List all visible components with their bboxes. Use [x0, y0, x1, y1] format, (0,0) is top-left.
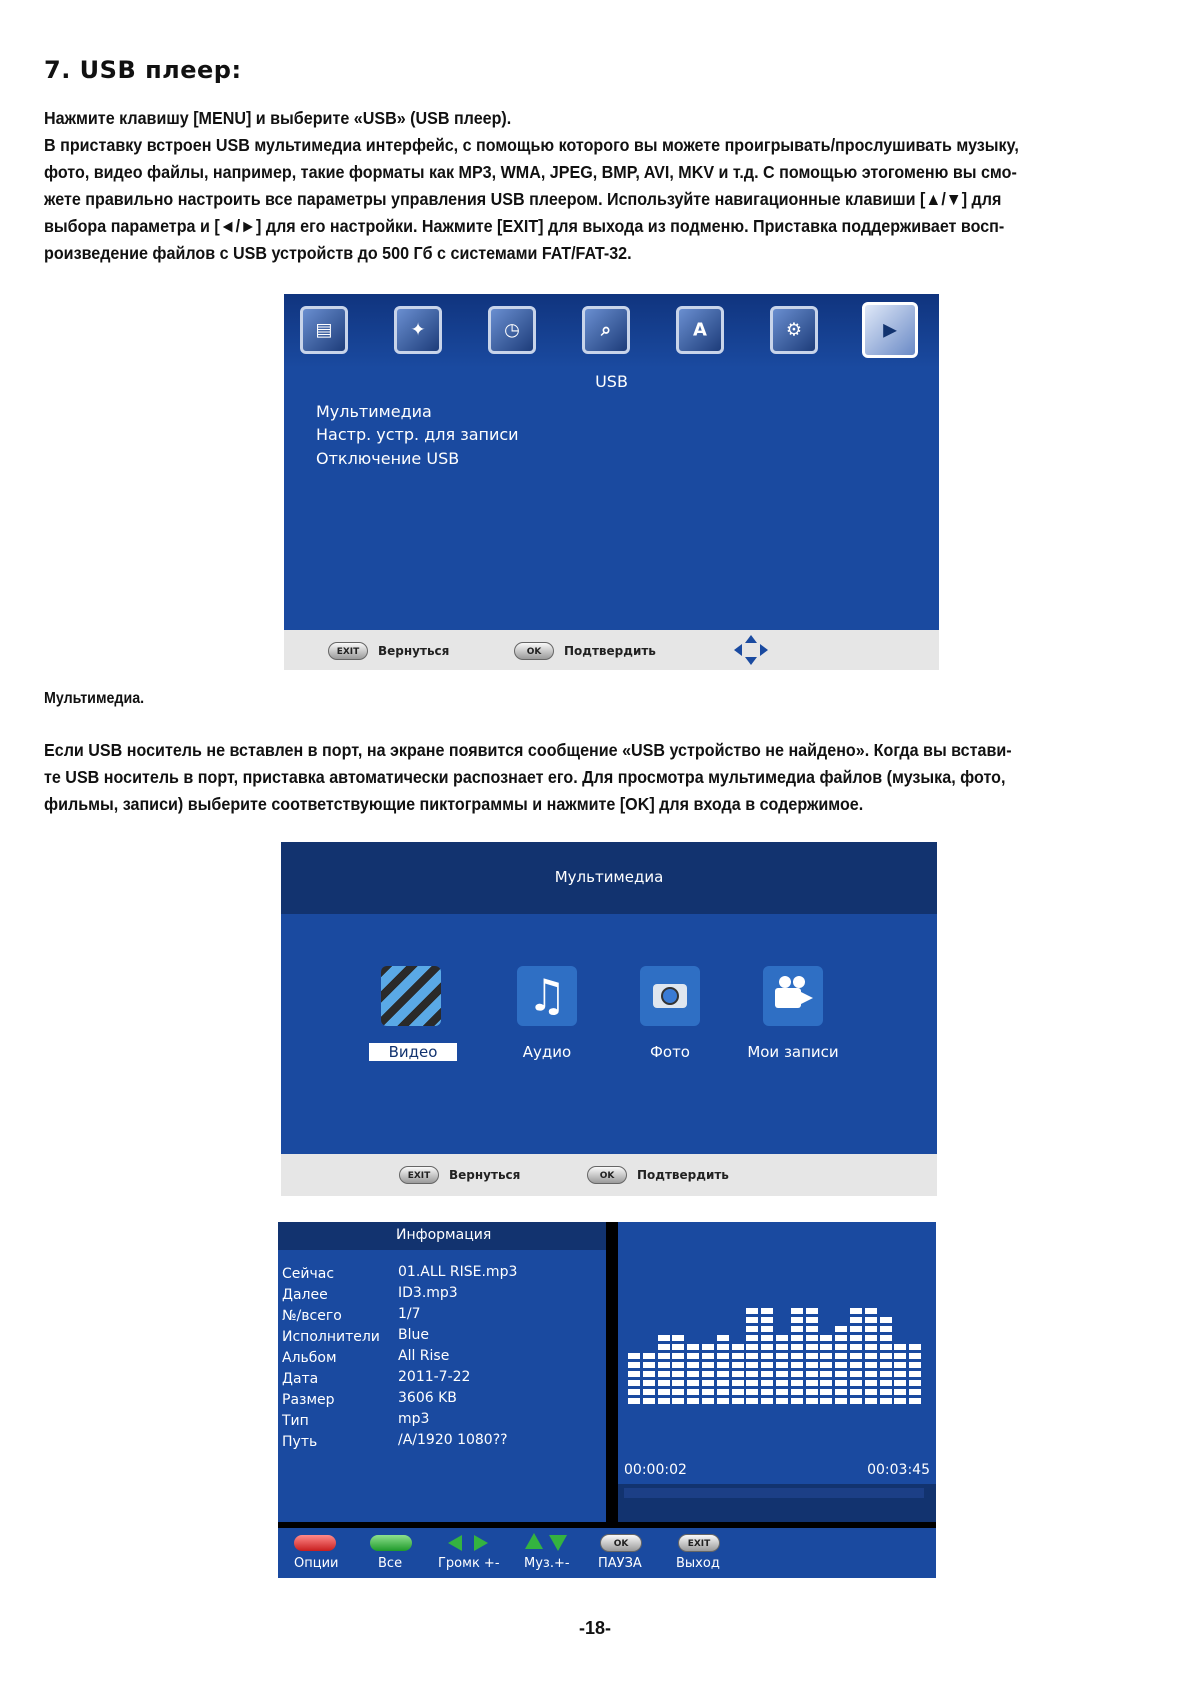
exit-label: Выход: [676, 1556, 720, 1571]
video-film-icon: [381, 966, 441, 1026]
equalizer-segment: [909, 1398, 921, 1404]
equalizer-segment: [761, 1398, 773, 1404]
equalizer-segment: [806, 1317, 818, 1323]
equalizer-segment: [717, 1335, 729, 1341]
equalizer-segment: [835, 1389, 847, 1395]
equalizer-segment: [880, 1389, 892, 1395]
equalizer-segment: [628, 1362, 640, 1368]
equalizer-segment: [791, 1308, 803, 1314]
equalizer-segment: [865, 1380, 877, 1386]
equalizer-segment: [717, 1362, 729, 1368]
equalizer-segment: [776, 1398, 788, 1404]
music-label: Муз.+-: [524, 1556, 570, 1571]
up-down-arrows-icon: [524, 1532, 568, 1552]
item-my-records: Мои записи: [747, 1043, 839, 1061]
left-right-arrows-icon: [446, 1534, 490, 1552]
equalizer-segment: [687, 1344, 699, 1350]
info-value: /A/1920 1080??: [398, 1432, 508, 1448]
equalizer-segment: [865, 1371, 877, 1377]
equalizer-segment: [820, 1398, 832, 1404]
exit-label: Вернуться: [378, 644, 450, 658]
equalizer-segment: [672, 1398, 684, 1404]
equalizer-segment: [909, 1389, 921, 1395]
equalizer-segment: [894, 1380, 906, 1386]
language-icon: A: [676, 306, 724, 354]
equalizer-segment: [732, 1389, 744, 1395]
equalizer-segment: [791, 1380, 803, 1386]
equalizer-segment: [717, 1380, 729, 1386]
equalizer-segment: [835, 1380, 847, 1386]
equalizer-segment: [909, 1371, 921, 1377]
equalizer-segment: [702, 1371, 714, 1377]
equalizer-segment: [835, 1362, 847, 1368]
usb-menu-screenshot: [284, 294, 939, 670]
equalizer-segment: [717, 1371, 729, 1377]
equalizer-segment: [717, 1344, 729, 1350]
equalizer-segment: [880, 1371, 892, 1377]
equalizer-segment: [806, 1308, 818, 1314]
equalizer-segment: [643, 1362, 655, 1368]
equalizer-segment: [761, 1344, 773, 1350]
equalizer-segment: [865, 1398, 877, 1404]
multimedia-line: Если USB носитель не вставлен в порт, на экране появится сообщение «USB устройство не найдено». Когда вы встави-: [44, 740, 1012, 760]
menu-item-record-setup: Настр. устр. для записи: [316, 425, 519, 444]
equalizer-segment: [687, 1353, 699, 1359]
equalizer-segment: [643, 1389, 655, 1395]
equalizer-segment: [850, 1308, 862, 1314]
intro-line: Нажмите клавишу [MENU] и выберите «USB» (USB плеер).: [44, 108, 512, 128]
exit-label: Вернуться: [449, 1168, 521, 1182]
equalizer-segment: [746, 1317, 758, 1323]
equalizer-segment: [658, 1353, 670, 1359]
equalizer-segment: [628, 1398, 640, 1404]
equalizer-segment: [717, 1389, 729, 1395]
equalizer-segment: [746, 1398, 758, 1404]
all-label: Все: [378, 1556, 403, 1571]
intro-line: фото, видео файлы, например, такие форматы как MP3, WMA, JPEG, BMP, AVI, MKV и т.д. С помощью этогоменю вы смо-: [44, 162, 1017, 182]
multimedia-footer: [281, 1154, 937, 1196]
info-label: Сейчас: [282, 1266, 335, 1282]
equalizer-segment: [672, 1380, 684, 1386]
equalizer-segment: [894, 1398, 906, 1404]
monitor-icon: ▤: [300, 306, 348, 354]
equalizer-segment: [732, 1371, 744, 1377]
info-header: [278, 1222, 606, 1250]
equalizer-segment: [791, 1317, 803, 1323]
equalizer-segment: [628, 1353, 640, 1359]
intro-line: В приставку встроен USB мультимедиа интерфейс, с помощью которого вы можете проигрывать/прослушивать музыку,: [44, 135, 1019, 155]
equalizer-segment: [880, 1398, 892, 1404]
equalizer-segment: [702, 1353, 714, 1359]
equalizer-segment: [865, 1344, 877, 1350]
ok-button: OK: [514, 642, 554, 660]
equalizer-segment: [776, 1344, 788, 1350]
equalizer-segment: [909, 1344, 921, 1350]
equalizer-segment: [761, 1389, 773, 1395]
equalizer-segment: [746, 1380, 758, 1386]
pause-label: ПАУЗА: [598, 1556, 642, 1571]
ok-button: OK: [600, 1534, 642, 1552]
equalizer-segment: [732, 1380, 744, 1386]
equalizer-segment: [806, 1362, 818, 1368]
equalizer-segment: [672, 1353, 684, 1359]
equalizer-segment: [672, 1371, 684, 1377]
menu-item-multimedia: Мультимедиа: [316, 402, 432, 421]
equalizer-segment: [746, 1353, 758, 1359]
equalizer-segment: [791, 1362, 803, 1368]
equalizer-segment: [702, 1344, 714, 1350]
equalizer-segment: [880, 1317, 892, 1323]
equalizer-segment: [687, 1362, 699, 1368]
equalizer-segment: [658, 1398, 670, 1404]
equalizer-segment: [909, 1362, 921, 1368]
info-label: Далее: [282, 1287, 328, 1303]
equalizer-segment: [672, 1389, 684, 1395]
equalizer-segment: [850, 1335, 862, 1341]
item-video-selected: Видео: [369, 1043, 457, 1061]
equalizer-segment: [894, 1389, 906, 1395]
equalizer-segment: [717, 1398, 729, 1404]
music-note-icon: ♫: [517, 966, 577, 1026]
info-label: Дата: [282, 1371, 319, 1387]
player-control-bar: [278, 1528, 936, 1578]
equalizer-segment: [865, 1317, 877, 1323]
equalizer-segment: [746, 1389, 758, 1395]
progress-track: [624, 1488, 924, 1498]
info-value: ID3.mp3: [398, 1285, 458, 1301]
equalizer-segment: [791, 1353, 803, 1359]
multimedia-title: Мультимедиа: [554, 868, 664, 886]
equalizer-segment: [791, 1335, 803, 1341]
info-label: №/всего: [282, 1308, 342, 1324]
equalizer-segment: [761, 1326, 773, 1332]
equalizer-segment: [880, 1335, 892, 1341]
clock-icon: ◷: [488, 306, 536, 354]
equalizer-segment: [702, 1398, 714, 1404]
equalizer-segment: [806, 1380, 818, 1386]
equalizer-segment: [776, 1335, 788, 1341]
multimedia-header: [281, 842, 937, 914]
equalizer-segment: [894, 1353, 906, 1359]
navigation-arrows-icon: [733, 634, 769, 666]
info-value: All Rise: [398, 1348, 450, 1364]
equalizer-segment: [820, 1380, 832, 1386]
ok-label: Подтвердить: [637, 1168, 729, 1182]
equalizer-segment: [865, 1335, 877, 1341]
equalizer-segment: [865, 1353, 877, 1359]
equalizer-segment: [746, 1335, 758, 1341]
info-label: Альбом: [282, 1350, 337, 1366]
equalizer-segment: [702, 1389, 714, 1395]
equalizer-segment: [732, 1353, 744, 1359]
equalizer-segment: [776, 1371, 788, 1377]
menu-icon-bar: [284, 294, 939, 368]
video-camera-icon: [763, 966, 823, 1026]
equalizer-segment: [880, 1380, 892, 1386]
equalizer-segment: [746, 1308, 758, 1314]
equalizer-segment: [850, 1380, 862, 1386]
volume-label: Громк +-: [438, 1556, 500, 1571]
info-label: Путь: [282, 1434, 318, 1450]
equalizer-segment: [850, 1389, 862, 1395]
info-value: 01.ALL RISE.mp3: [398, 1264, 518, 1280]
equalizer-segment: [791, 1344, 803, 1350]
equalizer-segment: [732, 1344, 744, 1350]
info-value: Blue: [398, 1327, 429, 1343]
equalizer-segment: [865, 1308, 877, 1314]
equalizer-segment: [850, 1398, 862, 1404]
equalizer-segment: [643, 1398, 655, 1404]
equalizer-segment: [687, 1371, 699, 1377]
equalizer-segment: [850, 1344, 862, 1350]
info-label: Размер: [282, 1392, 335, 1408]
equalizer-segment: [894, 1371, 906, 1377]
equalizer-segment: [732, 1398, 744, 1404]
camera-icon: [640, 966, 700, 1026]
equalizer-segment: [909, 1353, 921, 1359]
section-heading: 7. USB плеер:: [44, 56, 242, 84]
equalizer-segment: [791, 1389, 803, 1395]
equalizer-segment: [894, 1362, 906, 1368]
equalizer-segment: [702, 1380, 714, 1386]
usb-menu-title: USB: [595, 372, 628, 391]
item-photo: Фото: [649, 1043, 690, 1061]
info-label: Тип: [282, 1413, 309, 1429]
info-value: 3606 KB: [398, 1390, 457, 1406]
equalizer-segment: [835, 1353, 847, 1359]
equalizer-segment: [628, 1371, 640, 1377]
equalizer-segment: [776, 1389, 788, 1395]
equalizer-segment: [880, 1353, 892, 1359]
equalizer-segment: [806, 1389, 818, 1395]
equalizer-segment: [732, 1362, 744, 1368]
menu-item-usb-disconnect: Отключение USB: [316, 449, 460, 468]
equalizer-segment: [865, 1362, 877, 1368]
equalizer-segment: [806, 1344, 818, 1350]
equalizer-segment: [850, 1371, 862, 1377]
equalizer-segment: [761, 1317, 773, 1323]
equalizer-segment: [776, 1380, 788, 1386]
info-value: 1/7: [398, 1306, 421, 1322]
equalizer-segment: [717, 1353, 729, 1359]
picture-icon: ✦: [394, 306, 442, 354]
item-audio: Аудио: [522, 1043, 572, 1061]
equalizer-segment: [865, 1389, 877, 1395]
equalizer-segment: [658, 1389, 670, 1395]
equalizer-segment: [776, 1362, 788, 1368]
time-elapsed: 00:00:02: [624, 1462, 687, 1478]
equalizer-segment: [746, 1362, 758, 1368]
green-button: [370, 1535, 412, 1551]
equalizer-segment: [628, 1380, 640, 1386]
equalizer-segment: [835, 1326, 847, 1332]
usb-menu-footer: [284, 630, 939, 670]
ok-label: Подтвердить: [564, 644, 656, 658]
equalizer-segment: [880, 1344, 892, 1350]
multimedia-subheading: Мультимедиа.: [44, 690, 145, 707]
equalizer-segment: [820, 1362, 832, 1368]
multimedia-line: те USB носитель в порт, приставка автоматически распознает его. Для просмотра мультимедиа файлов (музыка, фото,: [44, 767, 1006, 787]
equalizer-segment: [658, 1344, 670, 1350]
page-number: -18-: [578, 1618, 611, 1638]
equalizer-segment: [820, 1389, 832, 1395]
info-header-title: Информация: [396, 1227, 492, 1243]
equalizer-segment: [820, 1371, 832, 1377]
info-label: Исполнители: [282, 1329, 380, 1345]
equalizer-segment: [835, 1371, 847, 1377]
equalizer-segment: [643, 1371, 655, 1377]
equalizer-segment: [820, 1344, 832, 1350]
equalizer-panel: [618, 1222, 936, 1484]
equalizer-segment: [894, 1344, 906, 1350]
equalizer-segment: [672, 1335, 684, 1341]
options-label: Опции: [294, 1556, 339, 1571]
equalizer-segment: [806, 1371, 818, 1377]
exit-button: EXIT: [678, 1534, 720, 1552]
equalizer-segment: [761, 1308, 773, 1314]
equalizer-segment: [850, 1353, 862, 1359]
equalizer-segment: [761, 1371, 773, 1377]
equalizer-segment: [806, 1335, 818, 1341]
equalizer-segment: [702, 1362, 714, 1368]
equalizer-segment: [850, 1317, 862, 1323]
multimedia-screenshot: [281, 842, 937, 1196]
exit-button: EXIT: [328, 642, 368, 660]
equalizer-segment: [658, 1371, 670, 1377]
gear-icon: ⚙: [770, 306, 818, 354]
equalizer-segment: [850, 1362, 862, 1368]
equalizer-segment: [865, 1326, 877, 1332]
equalizer-segment: [806, 1326, 818, 1332]
multimedia-line: фильмы, записи) выберите соответствующие пиктограммы и нажмите [OK] для входа в содержимое.: [44, 794, 864, 814]
equalizer-segment: [643, 1353, 655, 1359]
equalizer-segment: [835, 1398, 847, 1404]
equalizer-segment: [687, 1389, 699, 1395]
equalizer-segment: [776, 1353, 788, 1359]
intro-line: выбора параметра и [◄/►] для его настройки. Нажмите [EXIT] для выхода из подменю. Приставка поддерживает восп-: [44, 216, 1005, 236]
equalizer-segment: [761, 1362, 773, 1368]
equalizer-segment: [806, 1353, 818, 1359]
equalizer-segment: [820, 1353, 832, 1359]
equalizer-segment: [880, 1326, 892, 1332]
equalizer-segment: [880, 1362, 892, 1368]
info-value: mp3: [398, 1411, 430, 1427]
equalizer-segment: [761, 1380, 773, 1386]
equalizer-segment: [746, 1344, 758, 1350]
equalizer-segment: [658, 1380, 670, 1386]
equalizer-segment: [761, 1353, 773, 1359]
equalizer-segment: [746, 1371, 758, 1377]
player-screenshot: [278, 1222, 936, 1578]
time-total: 00:03:45: [867, 1462, 930, 1478]
red-button: [294, 1535, 336, 1551]
equalizer-segment: [835, 1335, 847, 1341]
equalizer-segment: [791, 1398, 803, 1404]
equalizer-segment: [628, 1389, 640, 1395]
equalizer-segment: [643, 1380, 655, 1386]
info-value: 2011-7-22: [398, 1369, 471, 1385]
time-bar: [618, 1462, 936, 1522]
intro-line: роизведение файлов с USB устройств до 500 Гб с системами FAT/FAT-32.: [44, 243, 632, 263]
equalizer-segment: [746, 1326, 758, 1332]
equalizer-segment: [909, 1380, 921, 1386]
equalizer-segment: [672, 1344, 684, 1350]
equalizer-segment: [791, 1371, 803, 1377]
equalizer-segment: [791, 1326, 803, 1332]
usb-icon: ▶: [862, 302, 918, 358]
equalizer-segment: [806, 1398, 818, 1404]
equalizer-segment: [850, 1326, 862, 1332]
info-panel: [278, 1222, 606, 1522]
equalizer-segment: [687, 1398, 699, 1404]
ok-button: OK: [587, 1166, 627, 1184]
tv-search-icon: ⌕: [582, 306, 630, 354]
equalizer-segment: [820, 1335, 832, 1341]
equalizer-segment: [672, 1362, 684, 1368]
equalizer-segment: [761, 1335, 773, 1341]
exit-button: EXIT: [399, 1166, 439, 1184]
equalizer-segment: [687, 1380, 699, 1386]
intro-line: жете правильно настроить все параметры управления USB плеером. Используйте навигационные клавиши [▲/▼] для: [44, 189, 1002, 209]
equalizer-segment: [658, 1362, 670, 1368]
equalizer-segment: [658, 1335, 670, 1341]
equalizer-segment: [835, 1344, 847, 1350]
